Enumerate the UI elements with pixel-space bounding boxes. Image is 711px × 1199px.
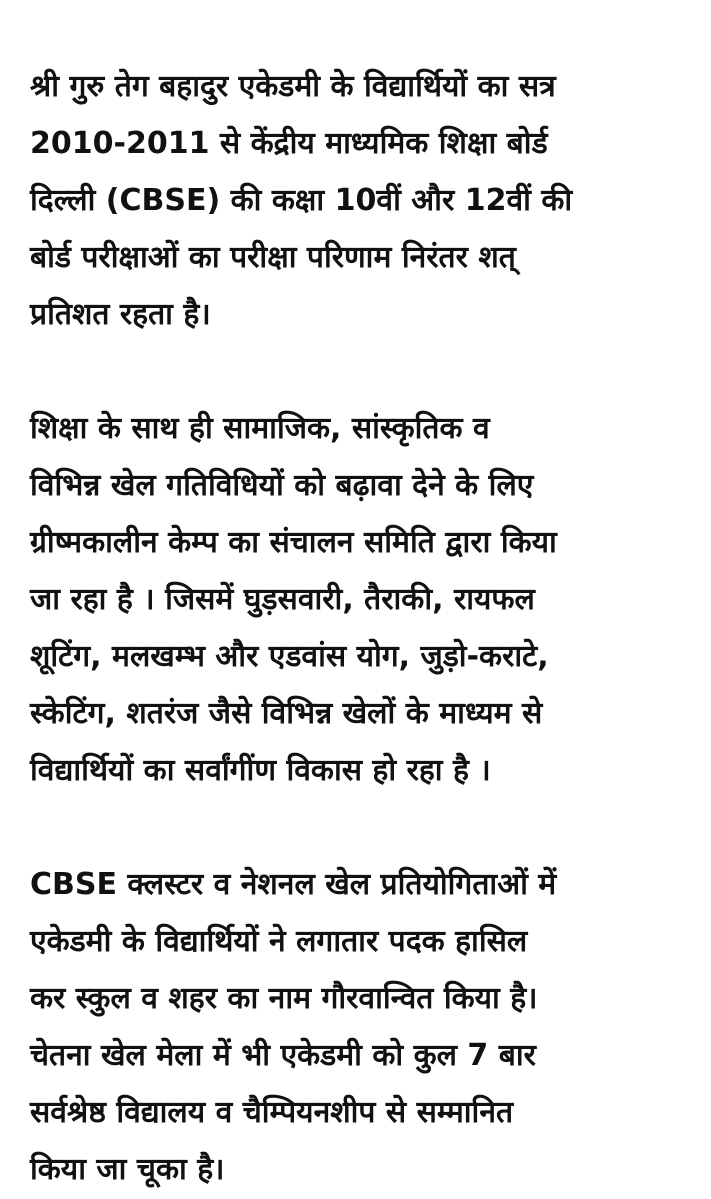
text-line: विद्यार्थियों का सर्वांगींण विकास हो रहा है । — [30, 753, 491, 788]
text-line: विभिन्न खेल गतिविधियों को बढ़ावा देने के लिए — [30, 468, 534, 503]
text-line: 2010-2011 से केंद्रीय माध्यमिक शिक्षा बोर्ड — [30, 126, 548, 161]
text-line: किया जा चूका है। — [30, 1152, 225, 1187]
text-line: बोर्ड परीक्षाओं का परीक्षा परिणाम निरंतर शत् — [30, 240, 516, 275]
text-line: CBSE क्लस्टर व नेशनल खेल प्रतियोगिताओं में — [30, 867, 557, 902]
text-line: प्रतिशत रहता है। — [30, 297, 211, 332]
text-line: ग्रीष्मकालीन केम्प का संचालन समिति द्वारा किया — [30, 525, 557, 560]
paragraph-results — [30, 58, 675, 343]
text-line: शिक्षा के साथ ही सामाजिक, सांस्कृतिक व — [30, 411, 490, 446]
paragraph-activities — [30, 400, 675, 799]
paragraph-achievements — [30, 856, 675, 1198]
text-line: चेतना खेल मेला में भी एकेडमी को कुल 7 बार — [30, 1038, 536, 1073]
text-line: सर्वश्रेष्ठ विद्यालय व चैम्पियनशीप से सम्मानित — [30, 1095, 514, 1130]
text-line: शूटिंग, मलखम्भ और एडवांस योग, जुड़ो-कराटे, — [30, 639, 549, 674]
text-line: जा रहा है । जिसमें घुड़सवारी, तैराकी, रायफल — [30, 582, 535, 617]
text-line: श्री गुरु तेग बहादुर एकेडमी के विद्यार्थियों का सत्र — [30, 69, 556, 104]
text-line: कर स्कुल व शहर का नाम गौरवान्वित किया है। — [30, 981, 538, 1016]
text-line: स्केटिंग, शतरंज जैसे विभिन्न खेलों के माध्यम से — [30, 696, 543, 731]
text-line: दिल्ली (CBSE) की कक्षा 10वीं और 12वीं की — [30, 183, 573, 218]
text-line: एकेडमी के विद्यार्थियों ने लगातार पदक हासिल — [30, 924, 528, 959]
